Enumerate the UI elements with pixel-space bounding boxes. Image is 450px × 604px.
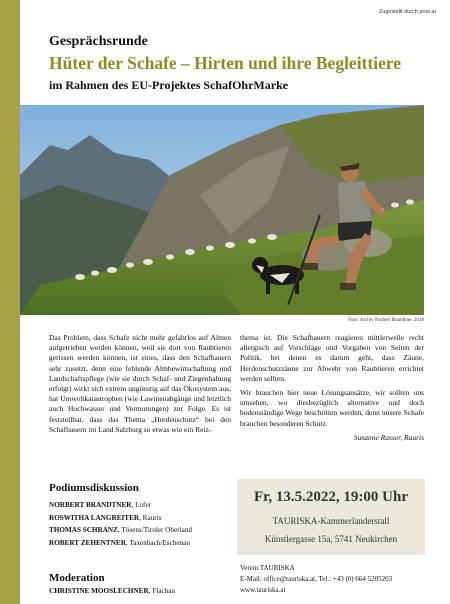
- moderator-name: CHRISTINE MOOSLECHNER: [49, 587, 149, 595]
- shepherd-photo: [20, 105, 424, 315]
- article-paragraph: thema ist. Die Schafbauern reagieren mittlerweile recht allergisch auf Vorschläge und Vorgaben von Seiten der Politik, bei denen es darum geht, dass Zäune, Herdenschutzzäune zur Abwehr von Raubtieren errichtet werden sollten.: [240, 333, 424, 383]
- panel-member: [49, 537, 229, 550]
- member-place: , Tösens/Tiroler Oberland: [117, 526, 192, 534]
- photo-caption: Foto: Archiv Norbert Brandtner, 2018: [348, 318, 424, 323]
- main-title: Hüter der Schafe – Hirten und ihre Begleittiere: [49, 53, 402, 73]
- article-column-2: [240, 333, 424, 443]
- member-name: ROSWITHA LANGREITER: [49, 513, 140, 522]
- member-place: , Lofer: [131, 501, 152, 509]
- panel-member: [49, 512, 229, 525]
- olive-sidebar-bar: [0, 0, 20, 604]
- author-signature: Susanne Rasser, Rauris: [353, 432, 424, 442]
- member-name: THOMAS SCHRANZ: [49, 526, 118, 534]
- panel-heading: Podiumsdiskussion: [49, 482, 139, 494]
- moderator-place: , Flachau: [148, 587, 176, 595]
- member-place: , Rauris: [139, 513, 162, 522]
- event-address: Künstlergasse 15a, 5741 Neukirchen: [264, 534, 398, 544]
- article-column-1: [49, 333, 231, 439]
- contact-org: Verein TAURISKA: [240, 564, 295, 572]
- panel-list: [49, 499, 229, 549]
- moderator: [49, 587, 175, 595]
- article-paragraph: Das Problem, dass Schafe nicht mehr gefahrlos auf Almen aufgetrieben werden können, weil sie dort von Raubtieren gerissen werden können, ist eines, dass den Schafbauern sehr zusetzt, denn eine fehlende Almbewirtschaftung und Landschaftspflege (wie sie durch Schaf- und Ziegenhaltung erfolgt) wirkt sich extrem ungünstig auf das Ökosystem aus, hat Umweltkatastrophen (wie Lawinenabgänge und letztlich auch Hochwasser und Vermurungen) zur Folge. Es ist feststellbar, dass das Thema „Herdenschutz“ bei den Schafbauern im Land Salzburg so etwas wie ein Reiz-: [49, 333, 231, 434]
- panel-member: [49, 524, 229, 537]
- subtitle: im Rahmen des EU-Projektes SchafOhrMarke: [49, 78, 289, 92]
- member-name: ROBERT ZEHENTNER: [49, 538, 126, 547]
- member-place: , Taxenbach/Eschenau: [125, 538, 190, 547]
- event-info-box: [237, 479, 425, 555]
- contact-block: [240, 563, 392, 596]
- panel-member: [49, 499, 229, 512]
- contact-email-phone: E-Mail: office@tauriska.at, Tel.: +43 (0) 664 5205203: [240, 575, 393, 583]
- kicker-heading: Gesprächsrunde: [49, 34, 148, 49]
- contact-website: www.tauriska.at: [240, 586, 286, 594]
- event-date: Fr, 13.5.2022, 19:00 Uhr: [253, 489, 409, 505]
- moderation-heading: Moderation: [49, 572, 105, 584]
- member-name: NORBERT BRANDTNER: [49, 501, 132, 509]
- delivered-by-note: Zugestellt durch post.at: [378, 9, 436, 15]
- article-paragraph: Wir brauchen hier neue Lösungsansätze, wir sollten uns umsehen, wo diesbezüglich alternative und doch bodenständige Wege beschritten werden, denn unsere Schafe brauchen besonderen Schutz.: [240, 388, 424, 428]
- event-venue: TAURISKA-Kammerlanderstall: [272, 516, 390, 526]
